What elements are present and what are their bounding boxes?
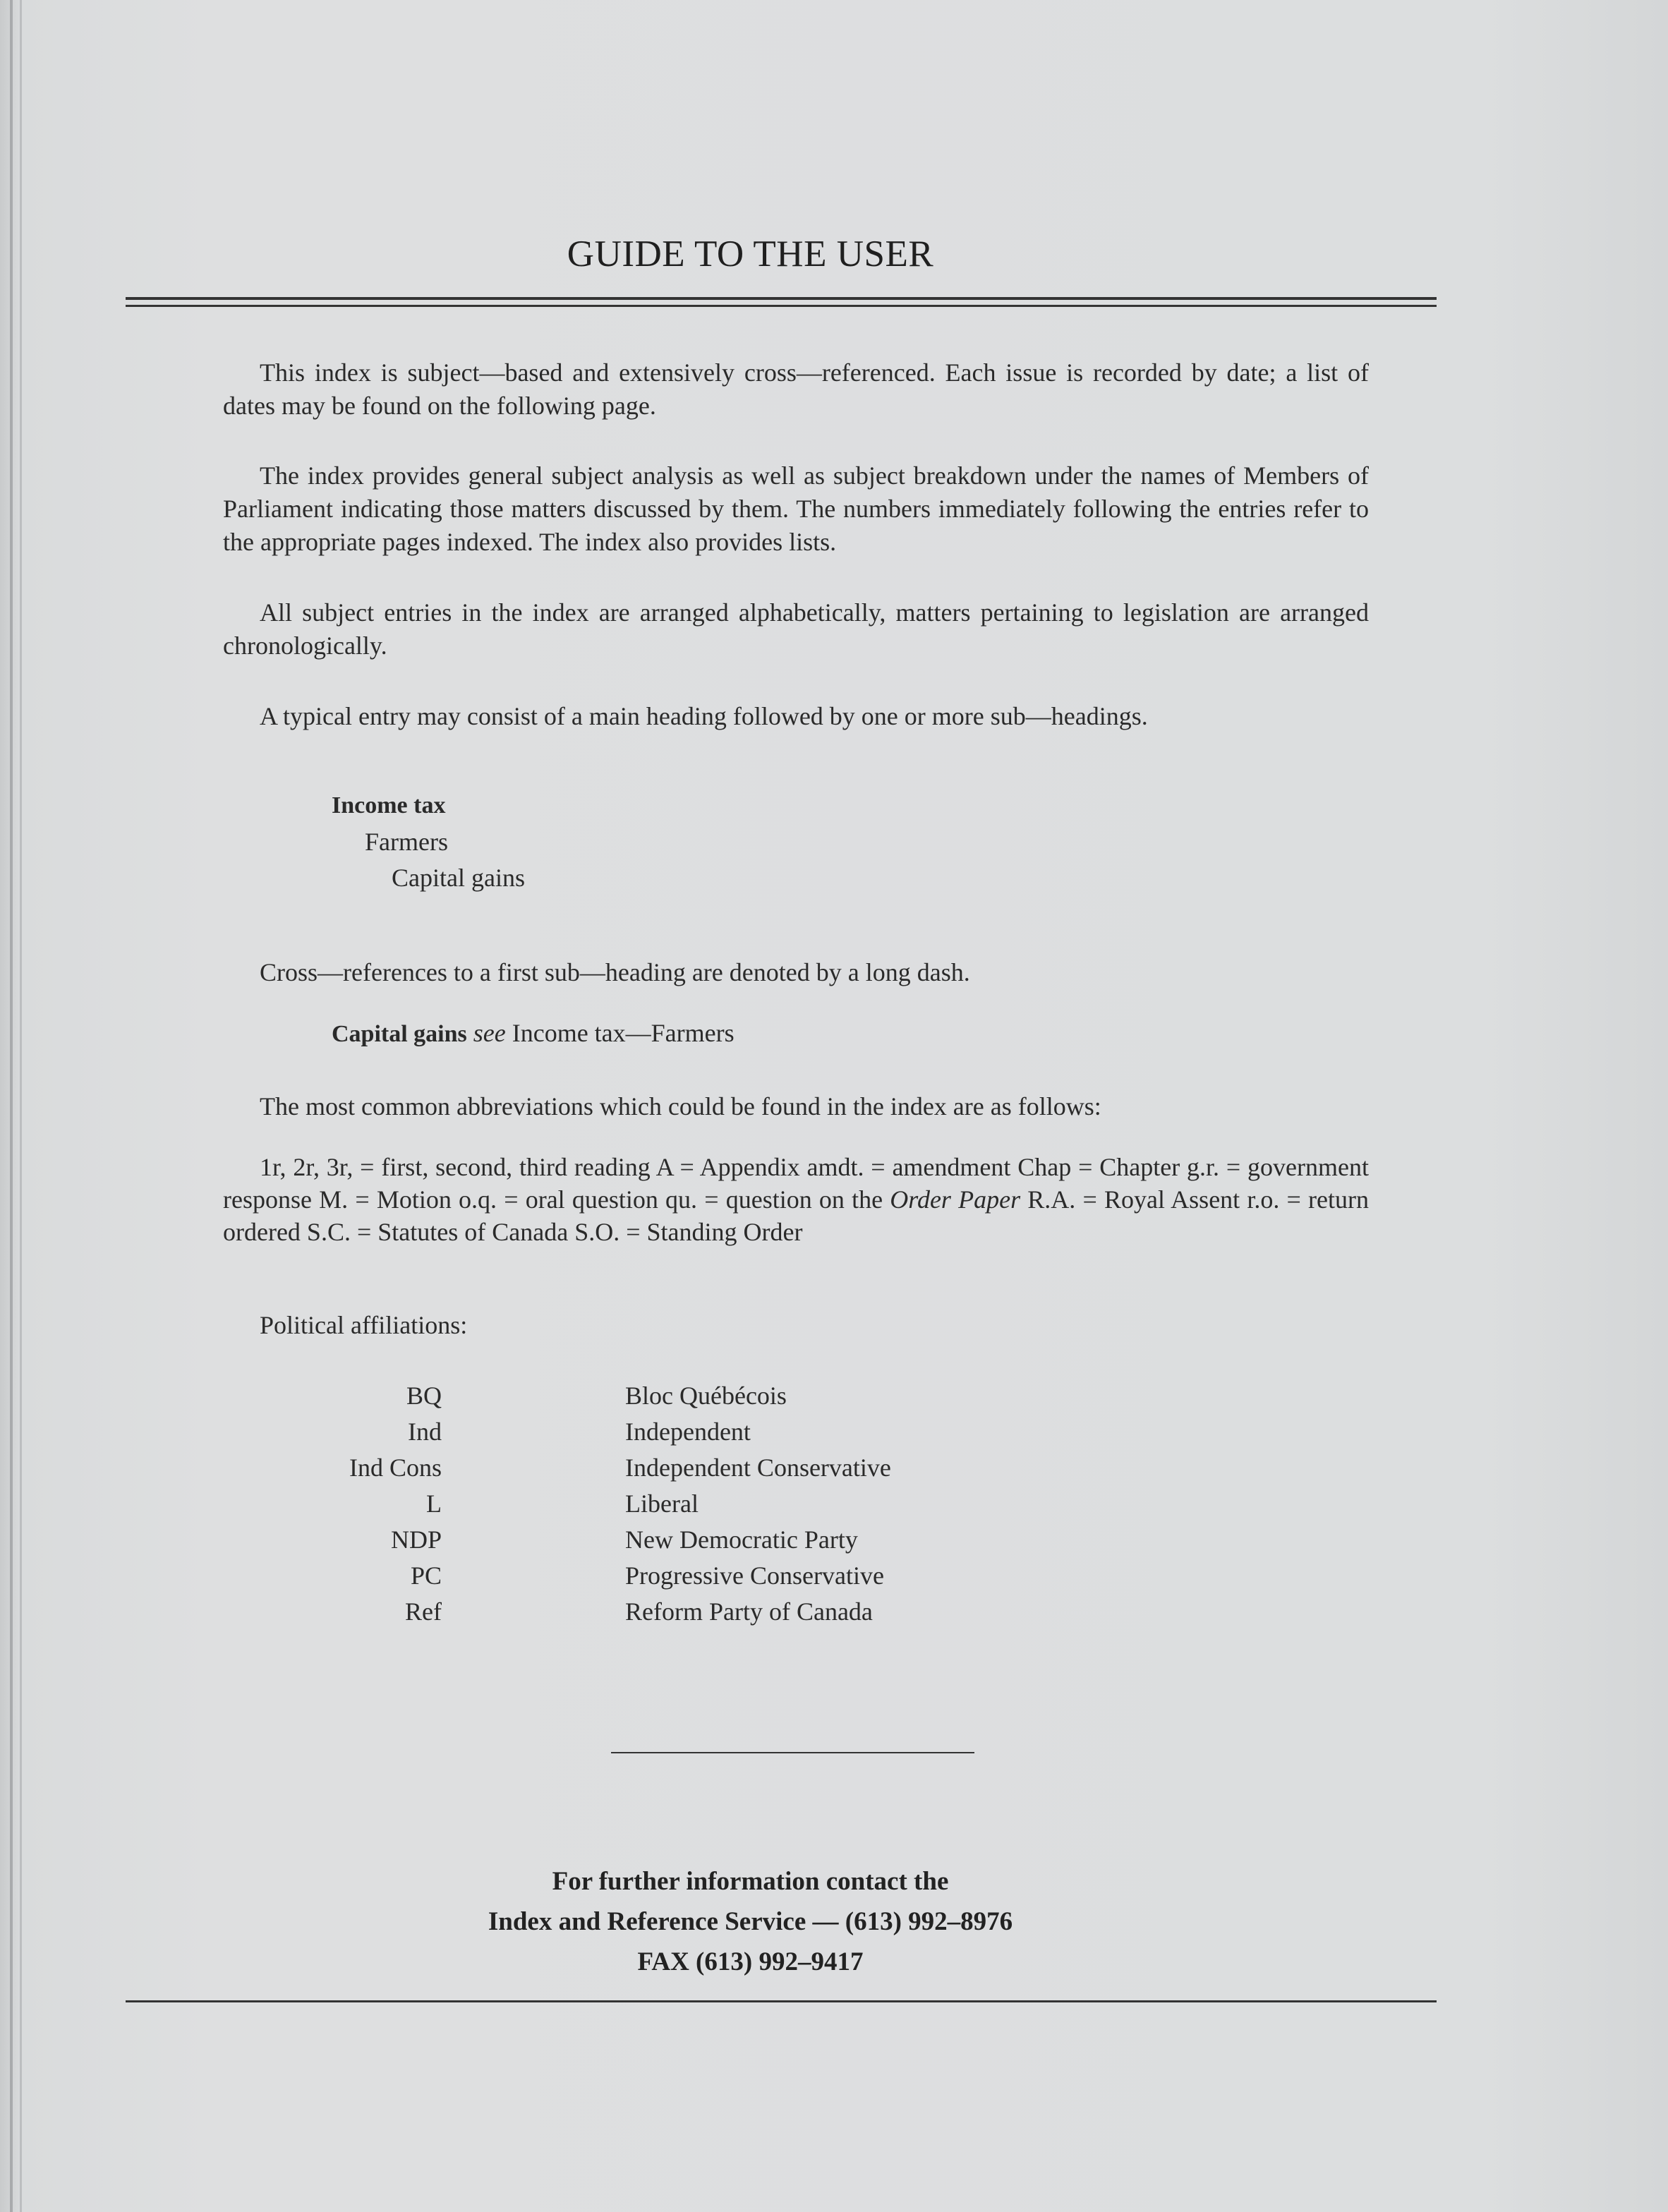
affiliation-code: PC	[410, 1561, 442, 1590]
abbreviations-intro-paragraph	[223, 1090, 1369, 1123]
cross-reference-see: see	[473, 1019, 506, 1047]
affiliation-code: Ind Cons	[349, 1453, 442, 1482]
analysis-text: The index provides general subject analysis as well as subject breakdown under the names of Members of Parliament indicating those matters discussed by them. The numbers immediately following the entries refer to the appropriate pages indexed. The index also provides lists.	[223, 461, 1369, 556]
affiliations-table	[268, 1378, 1044, 1630]
arrangement-text: All subject entries in the index are arranged alphabetically, matters pertaining to legislation are arranged chronologically.	[223, 598, 1369, 660]
affiliation-code: NDP	[390, 1525, 442, 1554]
affiliation-name: New Democratic Party	[625, 1525, 858, 1554]
contact-line-1: For further information contact the	[552, 1867, 949, 1896]
contact-line-3: FAX (613) 992–9417	[637, 1947, 864, 1976]
example-sub-heading-2: Capital gains	[392, 864, 525, 892]
affiliation-row	[268, 1450, 1044, 1486]
analysis-paragraph	[223, 459, 1369, 559]
intro-paragraph	[223, 356, 1369, 423]
affiliation-row	[268, 1378, 1044, 1414]
abbreviations-text-2: R.A. = Royal Assent r.o. = return ordered S.C. = Statutes of Canada S.O. = Standing Order	[223, 1185, 1369, 1246]
page-title: GUIDE TO THE USER	[567, 234, 934, 274]
abbreviations-order-paper: Order Paper	[890, 1185, 1021, 1214]
abbreviations-list	[223, 1151, 1369, 1248]
cross-reference-note: Cross—references to a first sub—heading are denoted by a long dash.	[260, 958, 970, 986]
political-affiliations-heading	[223, 1309, 1369, 1342]
intro-text: This index is subject—based and extensively cross—referenced. Each issue is recorded by date; a list of dates may be found on the following page.	[223, 358, 1369, 420]
example-sub-heading-1: Farmers	[365, 828, 448, 856]
affiliation-row	[268, 1558, 1044, 1594]
contact-line-2: Index and Reference Service — (613) 992–8976	[488, 1907, 1013, 1936]
cross-reference-paragraph	[223, 956, 1369, 989]
typical-entry-text: A typical entry may consist of a main heading followed by one or more sub—headings.	[260, 702, 1148, 730]
affiliation-row	[268, 1522, 1044, 1558]
title-rule-bottom	[126, 305, 1437, 307]
affiliation-name: Independent Conservative	[625, 1453, 891, 1482]
affiliation-row	[268, 1414, 1044, 1450]
arrangement-paragraph	[223, 596, 1369, 663]
cross-reference-target: Income tax—Farmers	[512, 1019, 735, 1047]
abbreviations-text-1: 1r, 2r, 3r, = first, second, third reading A = Appendix amdt. = amendment Chap = Chapter g.r. = government response M. = Motion o.q. = oral question qu. = question on the	[223, 1153, 1369, 1214]
affiliation-row	[268, 1486, 1044, 1522]
title-rule-top	[126, 297, 1437, 300]
abbreviations-intro-text: The most common abbreviations which could be found in the index are as follows:	[260, 1092, 1101, 1120]
affiliation-row	[268, 1594, 1044, 1630]
cross-reference-term: Capital gains	[332, 1021, 467, 1047]
political-affiliations-label: Political affiliations:	[260, 1311, 468, 1339]
affiliation-name: Independent	[625, 1418, 751, 1446]
affiliation-code: Ref	[405, 1597, 442, 1626]
affiliation-name: Bloc Québécois	[625, 1382, 787, 1410]
typical-entry-paragraph	[223, 700, 1369, 733]
affiliation-name: Liberal	[625, 1489, 699, 1518]
bottom-rule	[126, 2000, 1437, 2002]
affiliation-name: Reform Party of Canada	[625, 1597, 873, 1626]
affiliation-code: L	[426, 1489, 442, 1518]
example-main-heading: Income tax	[332, 792, 446, 818]
affiliation-name: Progressive Conservative	[625, 1561, 884, 1590]
cross-reference-example	[332, 1016, 735, 1051]
contact-block	[0, 1861, 1501, 1982]
section-divider	[611, 1752, 974, 1753]
affiliation-code: BQ	[406, 1382, 442, 1410]
affiliation-code: Ind	[408, 1418, 442, 1446]
